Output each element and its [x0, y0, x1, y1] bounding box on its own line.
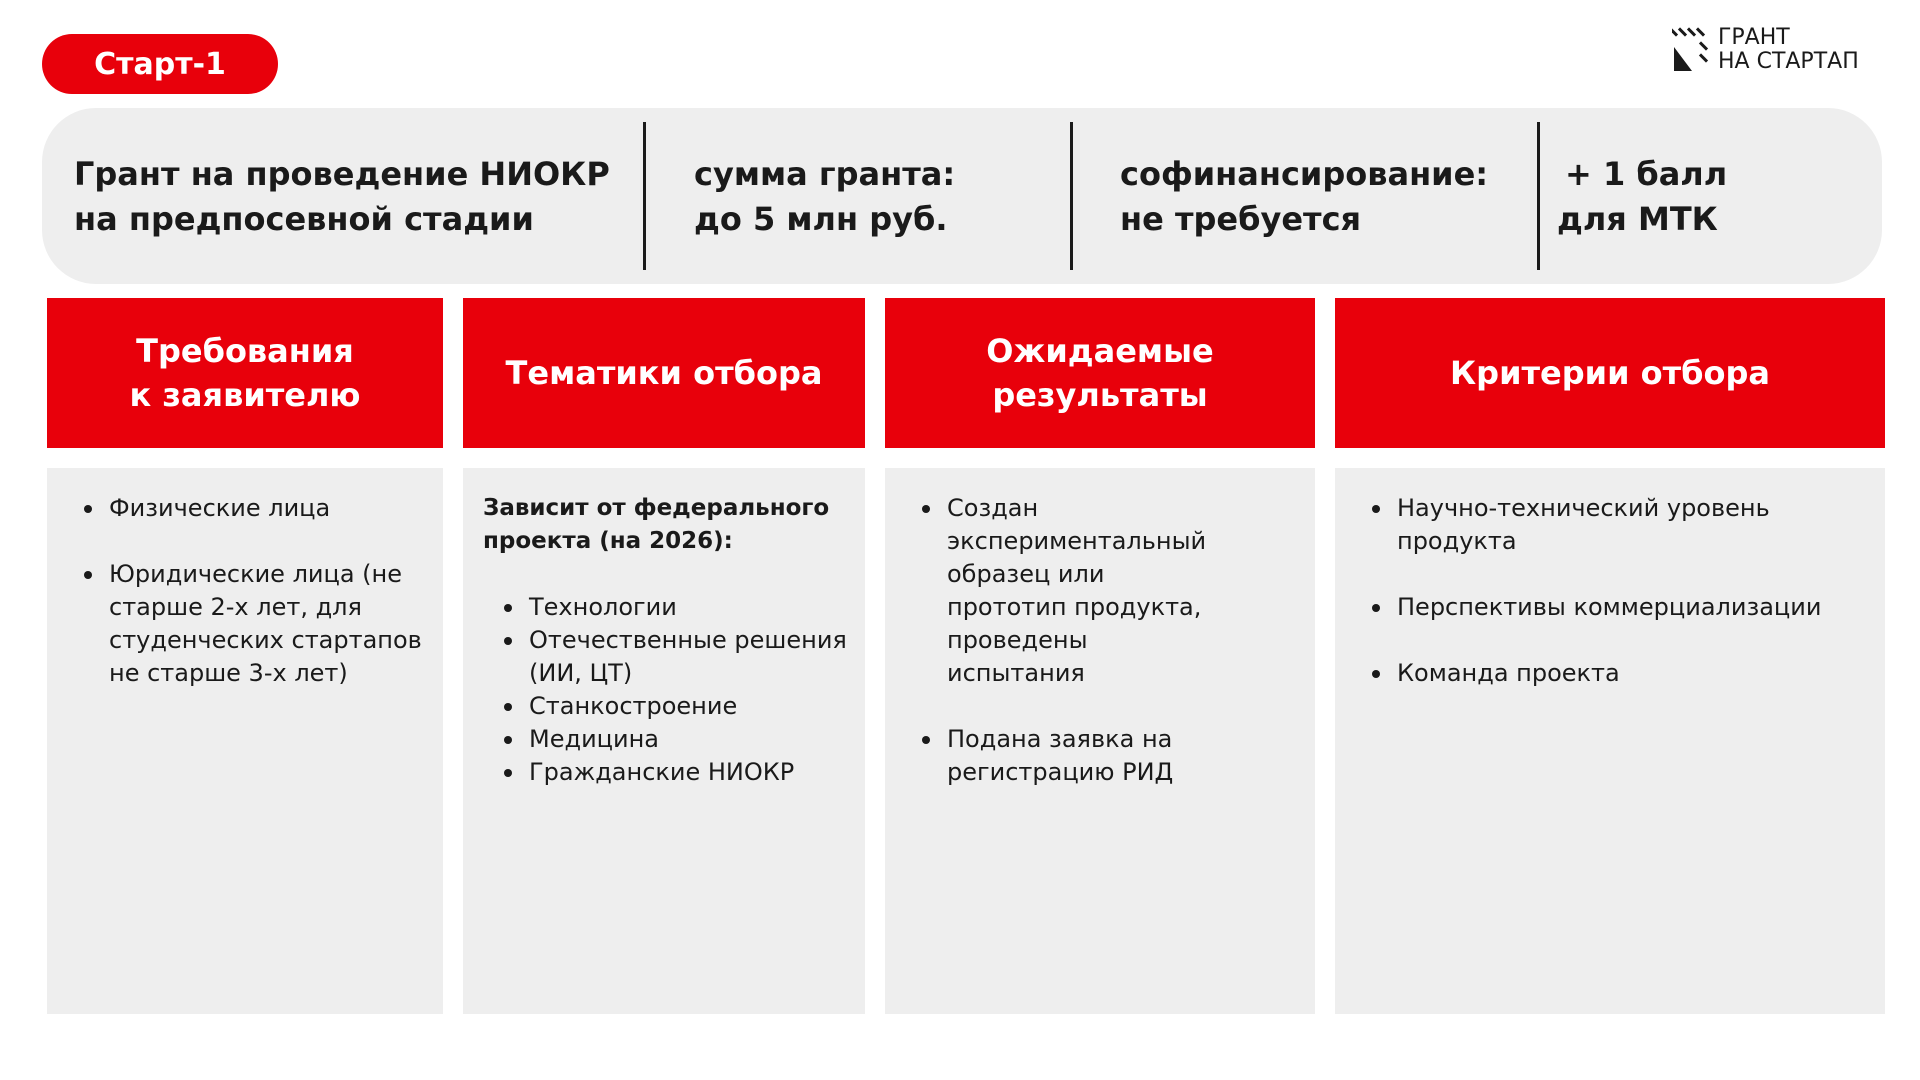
column-header-criteria: [1335, 298, 1885, 448]
list-item: Медицина: [503, 723, 849, 756]
list-item: Юридические лица (не старше 2-х лет, для студенческих стартапов не старше 3-х лет): [83, 558, 423, 690]
summary-bar: [42, 108, 1882, 284]
logo-line-2: НА СТАРТАП: [1718, 49, 1859, 74]
column-header-line: Тематики отбора: [505, 354, 823, 392]
summary-cofinancing: [1120, 152, 1488, 242]
summary-bonus-line-1: + 1 балл: [1565, 155, 1728, 193]
column-header-expected-results: [885, 298, 1315, 448]
column-body-topics: [463, 468, 865, 1014]
logo: [1672, 26, 1859, 74]
summary-divider: [643, 122, 646, 270]
program-badge: Старт-1: [42, 34, 278, 94]
summary-bonus-line-2: для МТК: [1557, 200, 1718, 238]
list-item: Подана заявка на регистрацию РИД: [921, 723, 1215, 789]
column-header-topics: [463, 298, 865, 448]
summary-bonus-points: [1557, 152, 1727, 242]
column-header-line: Критерии отбора: [1450, 354, 1770, 392]
column-header-line: результаты: [992, 376, 1208, 414]
column-body-criteria: [1335, 468, 1885, 1014]
summary-divider: [1070, 122, 1073, 270]
summary-grant-type-line-1: Грант на проведение НИОКР: [74, 155, 610, 193]
logo-wordmark: [1718, 26, 1859, 74]
summary-grant-amount-line-1: сумма гранта:: [694, 155, 956, 193]
summary-grant-type: [74, 152, 610, 242]
summary-divider: [1537, 122, 1540, 270]
results-list: [921, 492, 1215, 789]
list-item: Перспективы коммерциализации: [1371, 591, 1865, 624]
summary-grant-type-line-2: на предпосевной стадии: [74, 200, 534, 238]
topics-list: [503, 591, 849, 789]
summary-cofinancing-line-2: не требуется: [1120, 200, 1362, 238]
summary-cofinancing-line-1: софинансирование:: [1120, 155, 1489, 193]
summary-grant-amount-line-2: до 5 млн руб.: [694, 200, 948, 238]
list-item: Отечественные решения (ИИ, ЦТ): [503, 624, 849, 690]
column-body-requirements: [47, 468, 443, 1014]
column-body-expected-results: [885, 468, 1315, 1014]
summary-grant-amount: [694, 152, 955, 242]
list-item: Гражданские НИОКР: [503, 756, 849, 789]
topics-intro: Зависит от федерального проекта (на 2026):: [483, 495, 830, 554]
column-header-line: Требования: [136, 332, 354, 370]
list-item: Физические лица: [83, 492, 423, 525]
column-header-requirements: [47, 298, 443, 448]
logo-line-1: ГРАНТ: [1718, 25, 1790, 50]
list-item: Научно-технический уровень продукта: [1371, 492, 1865, 558]
list-item: Создан экспериментальный образец или прототип продукта, проведены испытания: [921, 492, 1215, 690]
column-header-line: к заявителю: [129, 376, 361, 414]
requirements-list: [83, 492, 423, 690]
list-item: Технологии: [503, 591, 849, 624]
logo-icon: [1672, 27, 1712, 73]
list-item: Станкостроение: [503, 690, 849, 723]
criteria-list: [1371, 492, 1865, 690]
column-header-line: Ожидаемые: [986, 332, 1214, 370]
list-item: Команда проекта: [1371, 657, 1865, 690]
